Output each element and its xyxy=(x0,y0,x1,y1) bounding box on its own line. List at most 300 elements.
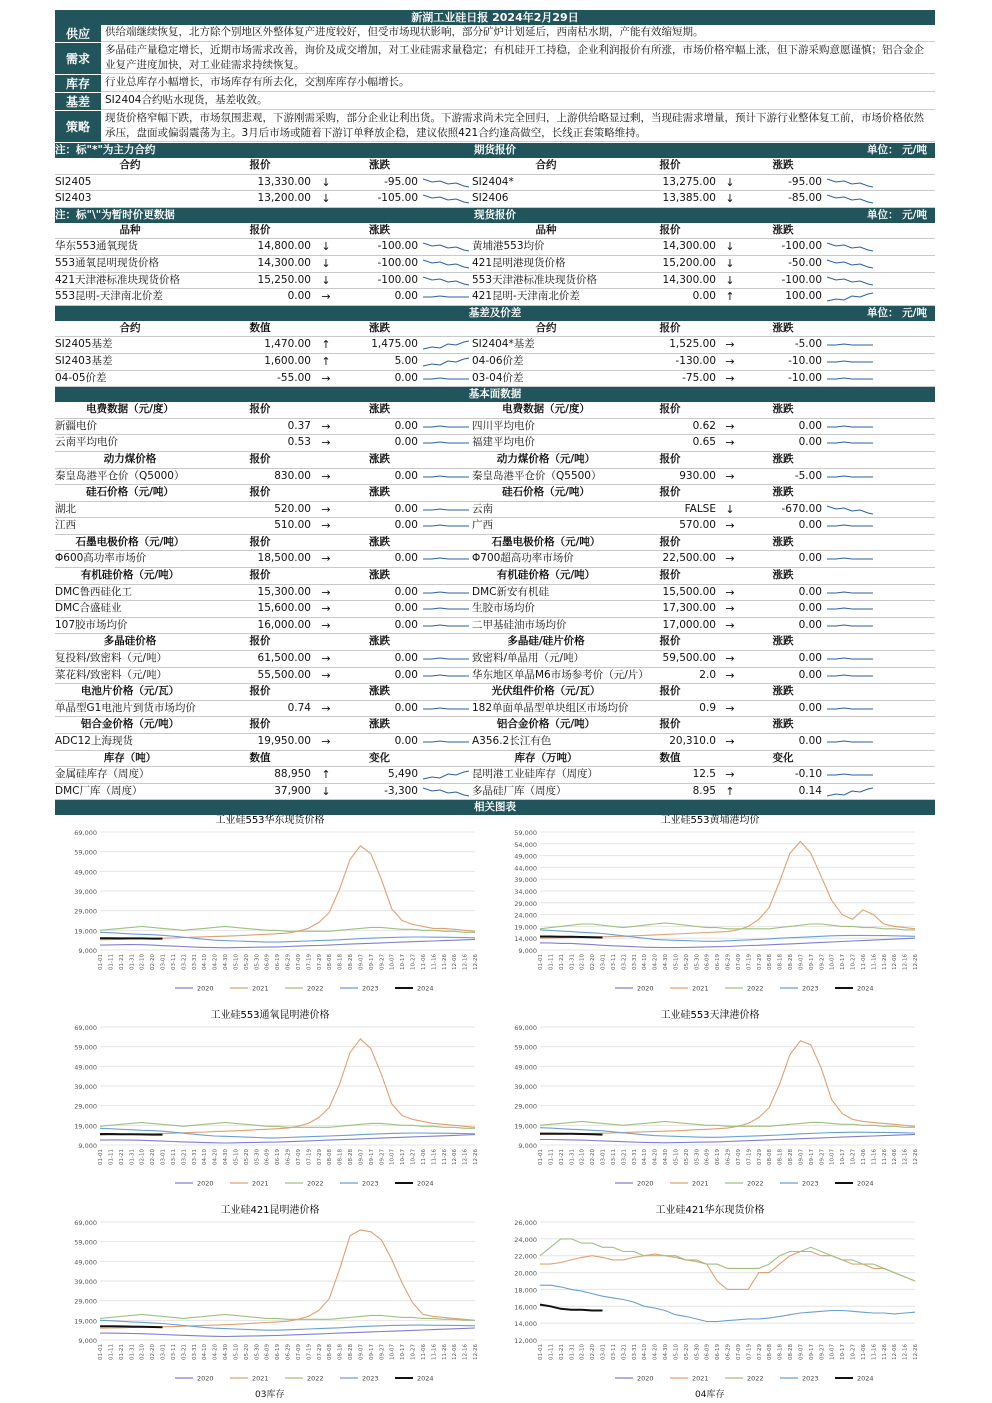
column-header: 涨跌 xyxy=(772,718,794,731)
x-tick-label: 12-06 xyxy=(892,954,899,970)
table-row xyxy=(55,419,935,436)
x-tick-label: 09-07 xyxy=(358,1344,365,1360)
sparkline-path xyxy=(423,771,469,779)
column-header xyxy=(422,717,472,733)
sparkline xyxy=(826,372,874,386)
item-change: 0.00 xyxy=(394,552,418,565)
column-header: 涨跌 xyxy=(772,321,794,334)
sparkline-cell xyxy=(422,734,472,750)
sparkline-cell xyxy=(422,551,472,567)
sparkline xyxy=(826,652,874,666)
item-name: 182单面单晶型单块组区市场均价 xyxy=(472,701,629,714)
item-change: 0.00 xyxy=(394,419,418,432)
sparkline-path xyxy=(827,592,873,593)
sparkline-path xyxy=(423,625,469,626)
item-name: 421天津港标准块现货价格 xyxy=(55,273,181,286)
section-title: 基差及价差 xyxy=(468,306,522,319)
series-line-2021 xyxy=(540,1041,915,1135)
sparkline xyxy=(422,240,470,254)
column-header: 报价 xyxy=(249,403,271,416)
column-header xyxy=(422,485,472,501)
change-arrow-icon: → xyxy=(725,371,735,385)
item-change: -100.00 xyxy=(377,256,418,269)
section-note xyxy=(55,387,348,402)
y-tick-label: 59,000 xyxy=(74,1238,97,1247)
x-tick-label: 04-10 xyxy=(642,1149,649,1165)
x-tick-label: 03-01 xyxy=(160,1149,167,1165)
sparkline-path xyxy=(827,378,873,379)
y-tick-label: 39,000 xyxy=(514,876,537,885)
x-tick-label: 12-26 xyxy=(913,1149,919,1165)
item-price: 0.00 xyxy=(692,290,716,303)
item-name: 04-06价差 xyxy=(472,354,524,367)
x-tick-label: 06-19 xyxy=(715,1344,722,1360)
y-tick-label: 39,000 xyxy=(74,888,97,896)
sparkline xyxy=(422,503,470,517)
sparkline-path xyxy=(423,378,469,379)
column-header: 涨跌 xyxy=(369,718,390,731)
item-name: 福建平均电价 xyxy=(472,436,535,449)
column-header: 报价 xyxy=(249,159,271,171)
item-change: 0.00 xyxy=(394,652,418,665)
column-header-row xyxy=(55,158,935,175)
change-arrow-icon: ↑ xyxy=(725,784,735,798)
series-line-2020 xyxy=(540,938,915,947)
sparkline xyxy=(826,586,874,600)
item-price: 570.00 xyxy=(679,519,716,532)
column-header xyxy=(720,634,740,650)
x-tick-label: 06-19 xyxy=(275,1344,282,1360)
y-tick-label: 44,000 xyxy=(514,864,537,873)
section-header xyxy=(55,306,935,321)
table-row xyxy=(55,337,935,354)
sparkline-path xyxy=(827,506,873,514)
legend-label: 2024 xyxy=(857,1374,874,1383)
item-name: 二甲基硅油市场均价 xyxy=(472,618,567,631)
change-arrow-icon: → xyxy=(725,668,735,682)
item-change: 0.00 xyxy=(798,701,822,714)
sparkline-path xyxy=(827,675,873,676)
column-header xyxy=(826,717,885,733)
y-tick-label: 39,000 xyxy=(74,1278,97,1286)
sparkline xyxy=(422,519,470,533)
x-tick-label: 12-26 xyxy=(473,1344,479,1360)
y-tick-label: 69,000 xyxy=(74,1219,97,1227)
item-change: 0.00 xyxy=(394,618,418,631)
item-change: -3,300 xyxy=(384,784,418,797)
sparkline-cell xyxy=(826,767,885,783)
x-tick-label: 10-27 xyxy=(850,1344,857,1360)
x-tick-label: 03-21 xyxy=(181,954,188,970)
sparkline-path xyxy=(423,442,469,443)
x-tick-label: 12-16 xyxy=(902,1149,909,1165)
legend-label: 2022 xyxy=(747,1374,764,1383)
x-tick-label: 11-06 xyxy=(420,954,427,970)
sparkline xyxy=(422,586,470,600)
column-header: 报价 xyxy=(659,452,681,465)
x-tick-label: 12-06 xyxy=(892,1344,899,1360)
sparkline xyxy=(422,768,470,782)
change-arrow-icon: ↑ xyxy=(321,338,331,352)
column-header xyxy=(826,452,885,468)
sparkline-path xyxy=(423,358,469,366)
x-tick-label: 01-01 xyxy=(538,1149,544,1165)
footer-right-label: 04库存 xyxy=(695,1390,725,1400)
legend-label: 2022 xyxy=(307,984,324,993)
x-tick-label: 10-27 xyxy=(410,954,417,970)
sparkline xyxy=(826,503,874,517)
sparkline-cell xyxy=(422,502,472,518)
x-tick-label: 11-16 xyxy=(431,954,438,970)
item-change: -100.00 xyxy=(377,240,418,253)
column-header: 多晶硅/硅片价格 xyxy=(507,635,585,648)
column-header: 涨跌 xyxy=(369,452,390,465)
column-header-row xyxy=(55,717,935,734)
column-header xyxy=(720,568,740,584)
column-header: 品种 xyxy=(119,223,141,236)
column-header-row xyxy=(55,684,935,701)
section-unit: 单位： 元/吨 xyxy=(867,144,927,156)
item-price: 1,470.00 xyxy=(264,338,311,351)
x-tick-label: 10-17 xyxy=(840,954,847,970)
item-price: 18,500.00 xyxy=(257,552,311,565)
column-header-row xyxy=(55,751,935,768)
chart-title: 工业硅553天津港价格 xyxy=(660,1010,760,1021)
column-header xyxy=(315,402,337,418)
item-price: 14,300.00 xyxy=(662,240,716,253)
column-header: 有机硅价格（元/吨） xyxy=(496,569,596,582)
item-change: -85.00 xyxy=(788,192,822,205)
column-header: 涨跌 xyxy=(369,486,390,499)
item-price: 520.00 xyxy=(274,502,311,515)
table-row xyxy=(55,601,935,618)
line-chart xyxy=(55,1005,485,1195)
x-tick-label: 02-20 xyxy=(150,954,157,970)
sparkline-path xyxy=(827,195,873,203)
item-change: 5.00 xyxy=(394,354,418,367)
item-change: 0.00 xyxy=(394,585,418,598)
item-price: 88,950 xyxy=(274,768,311,781)
sparkline-cell xyxy=(826,651,885,667)
change-arrow-icon: ↓ xyxy=(725,256,735,270)
y-tick-label: 29,000 xyxy=(74,1102,97,1111)
table-row xyxy=(55,618,935,635)
sparkline-path xyxy=(423,341,469,349)
sparkline-path xyxy=(827,361,873,362)
y-tick-label: 69,000 xyxy=(74,1024,97,1032)
column-header xyxy=(315,535,337,551)
sparkline xyxy=(826,602,874,616)
item-change: -95.00 xyxy=(788,175,822,188)
sparkline-cell xyxy=(422,175,472,191)
x-tick-label: 01-31 xyxy=(569,1149,576,1165)
column-header xyxy=(422,535,472,551)
item-price: 8.95 xyxy=(692,784,716,797)
column-header xyxy=(422,568,472,584)
item-price: -130.00 xyxy=(675,354,716,367)
x-tick-label: 11-26 xyxy=(881,1149,888,1165)
x-tick-label: 03-11 xyxy=(610,1149,617,1165)
x-tick-label: 05-30 xyxy=(254,954,261,970)
item-name: 多晶硅厂库（周度） xyxy=(472,784,567,797)
item-price: 0.65 xyxy=(692,436,716,449)
item-change: -670.00 xyxy=(781,502,822,515)
item-price: 12.5 xyxy=(692,768,716,781)
change-arrow-icon: → xyxy=(321,585,331,599)
sparkline-path xyxy=(827,426,873,427)
x-tick-label: 04-10 xyxy=(642,1344,649,1360)
sparkline xyxy=(826,702,874,716)
section-title: 期货报价 xyxy=(473,144,516,156)
column-header: 涨跌 xyxy=(369,321,390,334)
x-tick-label: 12-26 xyxy=(913,1344,919,1360)
x-tick-label: 11-06 xyxy=(420,1149,427,1165)
change-arrow-icon: → xyxy=(321,519,331,533)
x-tick-label: 10-07 xyxy=(389,1344,396,1360)
column-header: 涨跌 xyxy=(772,635,794,648)
column-header: 合约 xyxy=(119,321,141,334)
column-header: 合约 xyxy=(535,159,557,171)
x-tick-label: 05-30 xyxy=(254,1344,261,1360)
sparkline-cell xyxy=(826,601,885,617)
x-tick-label: 07-19 xyxy=(746,954,753,970)
table-row xyxy=(55,435,935,452)
x-tick-label: 11-16 xyxy=(431,1344,438,1360)
change-arrow-icon: → xyxy=(321,290,331,304)
x-tick-label: 10-07 xyxy=(389,954,396,970)
column-header xyxy=(826,568,885,584)
change-arrow-icon: → xyxy=(725,602,735,616)
x-tick-label: 08-18 xyxy=(777,954,784,970)
x-tick-label: 05-10 xyxy=(673,1344,680,1360)
item-price: 0.62 xyxy=(692,419,716,432)
sparkline-cell xyxy=(422,585,472,601)
column-header: 铝合金价格（元/吨） xyxy=(496,718,596,731)
x-tick-label: 11-06 xyxy=(860,954,867,970)
charts-area xyxy=(55,795,935,1400)
sparkline xyxy=(826,735,874,749)
sparkline-path xyxy=(827,658,873,659)
sparkline-path xyxy=(423,741,469,742)
x-tick-label: 08-08 xyxy=(767,1344,774,1360)
column-header: 品种 xyxy=(535,223,557,236)
y-tick-label: 39,000 xyxy=(74,1083,97,1091)
y-tick-label: 9,000 xyxy=(78,1142,97,1150)
legend-label: 2023 xyxy=(802,1179,819,1188)
legend-label: 2021 xyxy=(252,1374,269,1383)
x-tick-label: 01-01 xyxy=(538,954,544,970)
item-price: 15,250.00 xyxy=(257,273,311,286)
x-tick-label: 08-28 xyxy=(348,954,354,970)
x-tick-label: 04-20 xyxy=(212,1344,219,1360)
column-header-row xyxy=(55,634,935,651)
chart-svg xyxy=(55,1200,485,1390)
sparkline xyxy=(826,338,874,352)
x-tick-label: 08-08 xyxy=(767,954,774,970)
item-name: 新疆电价 xyxy=(55,419,97,432)
item-name: 单晶型G1电池片到货市场均价 xyxy=(55,701,196,714)
x-tick-label: 02-20 xyxy=(150,1344,157,1360)
item-change: 0.00 xyxy=(798,735,822,747)
x-tick-label: 03-31 xyxy=(191,954,198,970)
x-tick-label: 03-11 xyxy=(170,1149,177,1165)
column-header xyxy=(826,321,885,337)
sparkline-path xyxy=(423,558,469,559)
x-tick-label: 05-10 xyxy=(673,1149,680,1165)
item-price: 0.53 xyxy=(287,436,311,449)
series-line-2020 xyxy=(540,1134,915,1142)
sparkline-path xyxy=(423,708,469,709)
x-tick-label: 08-08 xyxy=(327,1344,334,1360)
column-header: 数值 xyxy=(659,751,681,764)
x-tick-label: 06-19 xyxy=(715,954,722,970)
item-price: 17,300.00 xyxy=(662,602,716,615)
x-tick-label: 10-27 xyxy=(850,1149,857,1165)
item-price: 13,330.00 xyxy=(257,175,311,188)
column-header: 涨跌 xyxy=(369,685,390,698)
item-name: 致密料/单晶用（元/吨） xyxy=(472,652,585,665)
item-price: 510.00 xyxy=(274,519,311,532)
x-tick-label: 12-26 xyxy=(913,954,919,970)
column-header: 报价 xyxy=(249,685,271,698)
change-arrow-icon: ↓ xyxy=(321,192,331,206)
x-tick-label: 08-28 xyxy=(348,1344,354,1360)
column-header xyxy=(422,684,472,700)
x-tick-label: 06-29 xyxy=(725,954,732,970)
item-price: 14,300.00 xyxy=(662,273,716,286)
series-line-2021 xyxy=(100,1230,475,1328)
item-price: FALSE xyxy=(684,502,716,515)
change-arrow-icon: → xyxy=(321,502,331,516)
x-tick-label: 03-11 xyxy=(170,954,177,970)
note-text: 供给端继续恢复，北方除个别地区外整体复产进度较好，但受市场现状影响，部分矿炉计划延后，西南枯水期，产能有效缩短期。 xyxy=(101,25,935,42)
x-tick-label: 05-10 xyxy=(233,1344,240,1360)
column-header: 光伏组件价格（元/瓦） xyxy=(491,685,601,698)
column-header: 库存（万吨） xyxy=(514,751,578,764)
sparkline-cell xyxy=(422,239,472,255)
y-tick-label: 59,000 xyxy=(74,1043,97,1052)
column-header xyxy=(720,751,740,767)
item-change: 0.00 xyxy=(394,519,418,532)
item-change: 0.00 xyxy=(394,469,418,482)
change-arrow-icon: ↓ xyxy=(725,175,735,189)
item-change: 0.00 xyxy=(394,371,418,384)
sparkline xyxy=(422,355,470,369)
sparkline-cell xyxy=(422,435,472,451)
item-name: 421昆明港现货价格 xyxy=(472,256,566,269)
item-name: SI2403 xyxy=(55,192,92,205)
y-tick-label: 49,000 xyxy=(74,1063,97,1072)
table-row xyxy=(55,239,935,256)
chart-title: 工业硅553华东现货价格 xyxy=(215,815,325,826)
item-price: 930.00 xyxy=(679,469,716,482)
x-tick-label: 10-17 xyxy=(840,1149,847,1165)
sparkline-path xyxy=(827,243,873,251)
x-tick-label: 09-17 xyxy=(808,1149,815,1165)
sparkline-path xyxy=(423,476,469,477)
legend-label: 2021 xyxy=(692,1374,709,1383)
column-header: 硅石价格（元/吨） xyxy=(86,486,174,499)
column-header xyxy=(422,321,472,337)
column-header: 涨跌 xyxy=(772,685,794,698)
item-change: 0.00 xyxy=(798,652,822,665)
x-tick-label: 11-26 xyxy=(441,954,448,970)
x-tick-label: 07-29 xyxy=(316,1149,323,1165)
sparkline-path xyxy=(423,658,469,659)
y-tick-label: 39,000 xyxy=(514,1083,537,1091)
sparkline xyxy=(422,619,470,633)
x-tick-label: 01-11 xyxy=(548,1149,555,1165)
item-name: 云南平均电价 xyxy=(55,436,118,449)
column-header xyxy=(826,402,885,418)
legend-label: 2021 xyxy=(692,1179,709,1188)
y-tick-label: 69,000 xyxy=(74,829,97,837)
x-tick-label: 08-08 xyxy=(327,1149,334,1165)
series-line-2022 xyxy=(100,1314,475,1320)
sparkline xyxy=(422,372,470,386)
sparkline-path xyxy=(827,708,873,709)
change-arrow-icon: → xyxy=(725,618,735,632)
y-tick-label: 29,000 xyxy=(74,1297,97,1306)
change-arrow-icon: ↓ xyxy=(725,273,735,287)
column-header: 涨跌 xyxy=(369,159,390,171)
change-arrow-icon: ↓ xyxy=(725,240,735,254)
item-price: 15,500.00 xyxy=(662,585,716,598)
section-note: 注：标"*"为主力合约 xyxy=(55,144,156,156)
column-header xyxy=(422,452,472,468)
sparkline-cell xyxy=(826,668,885,684)
x-tick-label: 10-07 xyxy=(829,1149,836,1165)
column-header: 硅石价格（元/吨） xyxy=(502,486,590,499)
table-row xyxy=(55,256,935,273)
x-tick-label: 11-06 xyxy=(860,1149,867,1165)
item-name: 553昆明-天津南北价差 xyxy=(55,290,163,303)
x-tick-label: 06-09 xyxy=(704,954,711,970)
item-name: 421昆明-天津南北价差 xyxy=(472,290,580,303)
sparkline-cell xyxy=(826,371,885,387)
x-tick-label: 01-21 xyxy=(118,954,125,970)
item-price: -55.00 xyxy=(277,371,311,384)
x-tick-label: 02-20 xyxy=(590,1344,597,1360)
item-name: 昆明港工业硅库存（周度） xyxy=(472,768,598,781)
x-tick-label: 07-19 xyxy=(306,1344,313,1360)
sparkline-path xyxy=(423,277,469,285)
table-row xyxy=(55,767,935,784)
x-tick-label: 09-17 xyxy=(368,954,375,970)
note-label: 需求 xyxy=(55,43,101,74)
sparkline xyxy=(826,192,874,206)
x-tick-label: 07-09 xyxy=(735,954,742,970)
change-arrow-icon: ↓ xyxy=(725,192,735,206)
column-header: 报价 xyxy=(659,321,681,334)
x-tick-label: 02-10 xyxy=(579,1149,586,1165)
table-row xyxy=(55,502,935,519)
item-price: 20,310.0 xyxy=(669,735,716,747)
x-tick-label: 09-27 xyxy=(819,1344,826,1360)
x-tick-label: 03-01 xyxy=(600,954,607,970)
y-tick-label: 69,000 xyxy=(514,1024,537,1032)
item-change: 0.00 xyxy=(394,668,418,681)
item-name: 云南 xyxy=(472,502,493,515)
sparkline-cell xyxy=(826,551,885,567)
item-change: 0.00 xyxy=(798,519,822,532)
column-header-row xyxy=(55,568,935,585)
column-header xyxy=(720,717,740,733)
item-change: 0.00 xyxy=(798,602,822,615)
sparkline xyxy=(422,176,470,190)
item-change: 100.00 xyxy=(785,290,822,303)
x-tick-label: 01-11 xyxy=(108,1149,115,1165)
